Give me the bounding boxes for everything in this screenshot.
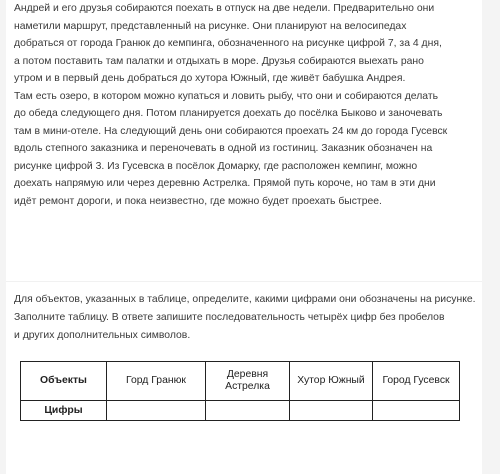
- table-header-cell: Горд Гранюк: [107, 362, 206, 401]
- story-line: до обеда следующего дня. Потом планируется доехать до посёлка Быково и заночевать: [14, 108, 443, 120]
- task-paragraph: [14, 291, 484, 345]
- answer-cell[interactable]: [373, 401, 460, 421]
- table-header-row: [21, 362, 460, 401]
- story-line: доехать напрямую или через деревню Астрелка. Прямой путь короче, но там в эти дни: [14, 178, 436, 190]
- story-line: вдоль степного заказника и переночевать в одной из гостиниц. Заказник обозначен на: [14, 143, 433, 155]
- answer-cell[interactable]: [107, 401, 206, 421]
- story-line: наметили маршрут, представленный на рисунке. Они планируют на велосипедах: [14, 20, 407, 32]
- task-line: Заполните таблицу. В ответе запишите последовательность четырёх цифр без пробелов: [14, 312, 445, 323]
- story-line: идёт ремонт дороги, и пока неизвестно, где можно будет проехать быстрее.: [14, 196, 382, 208]
- story-line: утром и в первый день добраться до хутора Южный, где живёт бабушка Андрея.: [14, 73, 406, 85]
- answer-table: [20, 361, 460, 421]
- table-header-cell: Город Гусевск: [373, 362, 460, 401]
- task-line: Для объектов, указанных в таблице, определите, какими цифрами они обозначены на рисунке.: [14, 294, 476, 305]
- story-paragraph: [14, 0, 484, 211]
- table-row: [21, 401, 460, 421]
- table-header-cell: Хутор Южный: [290, 362, 373, 401]
- story-line: а потом поставить там палатки и отдыхать в море. Друзья собираются выехать рано: [14, 55, 424, 67]
- story-line: Там есть озеро, в котором можно купаться и ловить рыбу, что они и собираются делать: [14, 90, 438, 102]
- answer-cell[interactable]: [206, 401, 290, 421]
- story-line: Андрей и его друзья собираются поехать в отпуск на две недели. Предварительно они: [14, 3, 435, 14]
- story-line: там в мини-отеле. На следующий день они собираются проехать 24 км до города Гусевск: [14, 125, 448, 137]
- section-divider: [6, 281, 482, 282]
- table-row-label-digits: Цифры: [21, 401, 107, 421]
- answer-cell[interactable]: [290, 401, 373, 421]
- story-line: добраться от города Гранюк до кемпинга, обозначенного на рисунке цифрой 7, за 4 дня,: [14, 38, 442, 50]
- table-header-objects: Объекты: [21, 362, 107, 401]
- story-line: рисунке цифрой 3. Из Гусевска в посёлок Домарку, где расположен кемпинг, можно: [14, 160, 418, 172]
- table-header-cell: Деревня Астрелка: [206, 362, 290, 401]
- task-line: и других дополнительных символов.: [14, 330, 191, 341]
